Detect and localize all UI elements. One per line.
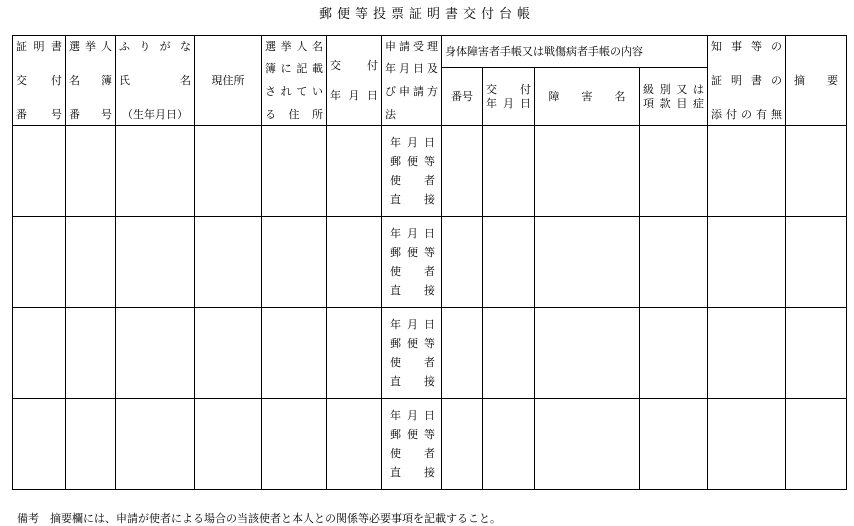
method-line-date: 年 月 日: [390, 409, 435, 422]
cell-address[interactable]: [195, 126, 262, 217]
method-line-messenger: 使 者: [390, 356, 435, 369]
table-row: [13, 126, 847, 217]
cell-remarks[interactable]: [786, 308, 847, 399]
method-line-direct: 直 接: [390, 193, 435, 206]
cell-issue-date[interactable]: [327, 399, 382, 490]
cell-remarks[interactable]: [786, 126, 847, 217]
ledger-body: [13, 126, 847, 490]
method-line-postal: 郵 便 等: [390, 246, 435, 259]
cell-handbook-no[interactable]: [442, 308, 483, 399]
table-row: [13, 308, 847, 399]
header-address: 現住所: [195, 36, 262, 126]
method-line-date: 年 月 日: [390, 227, 435, 240]
cell-application-method[interactable]: [382, 126, 442, 217]
header-cert-no: 証明書 交 付 番 号: [13, 36, 66, 126]
method-line-date: 年 月 日: [390, 136, 435, 149]
cell-cert-no[interactable]: [13, 126, 66, 217]
header-name: ふりがな 氏 名 （生年月日）: [116, 36, 195, 126]
cell-governor-cert[interactable]: [708, 308, 786, 399]
method-line-direct: 直 接: [390, 284, 435, 297]
header-remarks: 摘 要: [786, 36, 847, 126]
cell-voter-no[interactable]: [66, 126, 116, 217]
cell-cert-no[interactable]: [13, 308, 66, 399]
cell-address[interactable]: [195, 217, 262, 308]
cell-application-method[interactable]: [382, 217, 442, 308]
cell-issue-date[interactable]: [327, 126, 382, 217]
header-handbook-issue: 交 付 年月日: [483, 68, 535, 126]
cell-disability-name[interactable]: [535, 126, 640, 217]
cell-application-method[interactable]: [382, 308, 442, 399]
cell-handbook-issue[interactable]: [483, 399, 535, 490]
header-issue-date: 交 付 年月日: [327, 36, 382, 126]
cell-issue-date[interactable]: [327, 217, 382, 308]
cell-registered-address[interactable]: [262, 126, 327, 217]
note-remarks: 備考 摘要欄には、申請が使者による場合の当該使者と本人との関係等必要事項を記載すること。: [17, 512, 501, 525]
cell-voter-no[interactable]: [66, 217, 116, 308]
cell-registered-address[interactable]: [262, 217, 327, 308]
header-voter-no: 選挙人 名 簿 番 号: [66, 36, 116, 126]
cell-name[interactable]: [116, 399, 195, 490]
cell-cert-no[interactable]: [13, 217, 66, 308]
cell-remarks[interactable]: [786, 399, 847, 490]
ledger-table: [12, 35, 847, 490]
method-line-messenger: 使 者: [390, 265, 435, 278]
cell-name[interactable]: [116, 126, 195, 217]
cell-handbook-no[interactable]: [442, 217, 483, 308]
method-line-messenger: 使 者: [390, 174, 435, 187]
cell-application-method[interactable]: [382, 399, 442, 490]
cell-handbook-issue[interactable]: [483, 308, 535, 399]
cell-governor-cert[interactable]: [708, 126, 786, 217]
header-handbook-no: 番号: [442, 68, 483, 126]
method-line-postal: 郵 便 等: [390, 337, 435, 350]
cell-governor-cert[interactable]: [708, 399, 786, 490]
table-row: [13, 399, 847, 490]
cell-handbook-issue[interactable]: [483, 126, 535, 217]
header-registered-address: 選挙人名 簿に記載 されてい る住所: [262, 36, 327, 126]
cell-handbook-no[interactable]: [442, 126, 483, 217]
cell-registered-address[interactable]: [262, 399, 327, 490]
header-governor-cert: 知事等の 証明書の 添付の有無: [708, 36, 786, 126]
cell-name[interactable]: [116, 217, 195, 308]
cell-grade[interactable]: [640, 399, 708, 490]
header-handbook-group: 身体障害者手帳又は戦傷病者手帳の内容: [442, 36, 708, 68]
cell-name[interactable]: [116, 308, 195, 399]
cell-cert-no[interactable]: [13, 399, 66, 490]
header-application: 申請受理 年月日及 び申請方 法: [382, 36, 442, 126]
header-grade: 級別又は 項款目症: [640, 68, 708, 126]
cell-handbook-issue[interactable]: [483, 217, 535, 308]
cell-disability-name[interactable]: [535, 308, 640, 399]
method-line-direct: 直 接: [390, 375, 435, 388]
method-line-direct: 直 接: [390, 466, 435, 479]
method-line-postal: 郵 便 等: [390, 428, 435, 441]
cell-disability-name[interactable]: [535, 217, 640, 308]
cell-remarks[interactable]: [786, 217, 847, 308]
cell-address[interactable]: [195, 399, 262, 490]
cell-voter-no[interactable]: [66, 308, 116, 399]
cell-registered-address[interactable]: [262, 308, 327, 399]
cell-governor-cert[interactable]: [708, 217, 786, 308]
method-line-postal: 郵 便 等: [390, 155, 435, 168]
cell-grade[interactable]: [640, 217, 708, 308]
cell-grade[interactable]: [640, 126, 708, 217]
cell-handbook-no[interactable]: [442, 399, 483, 490]
header-disability-name: 障 害 名: [535, 68, 640, 126]
cell-issue-date[interactable]: [327, 308, 382, 399]
table-row: [13, 217, 847, 308]
cell-voter-no[interactable]: [66, 399, 116, 490]
method-line-date: 年 月 日: [390, 318, 435, 331]
cell-address[interactable]: [195, 308, 262, 399]
ledger-title: 郵便等投票証明書交付台帳: [318, 7, 535, 22]
cell-grade[interactable]: [640, 308, 708, 399]
method-line-messenger: 使 者: [390, 447, 435, 460]
cell-disability-name[interactable]: [535, 399, 640, 490]
